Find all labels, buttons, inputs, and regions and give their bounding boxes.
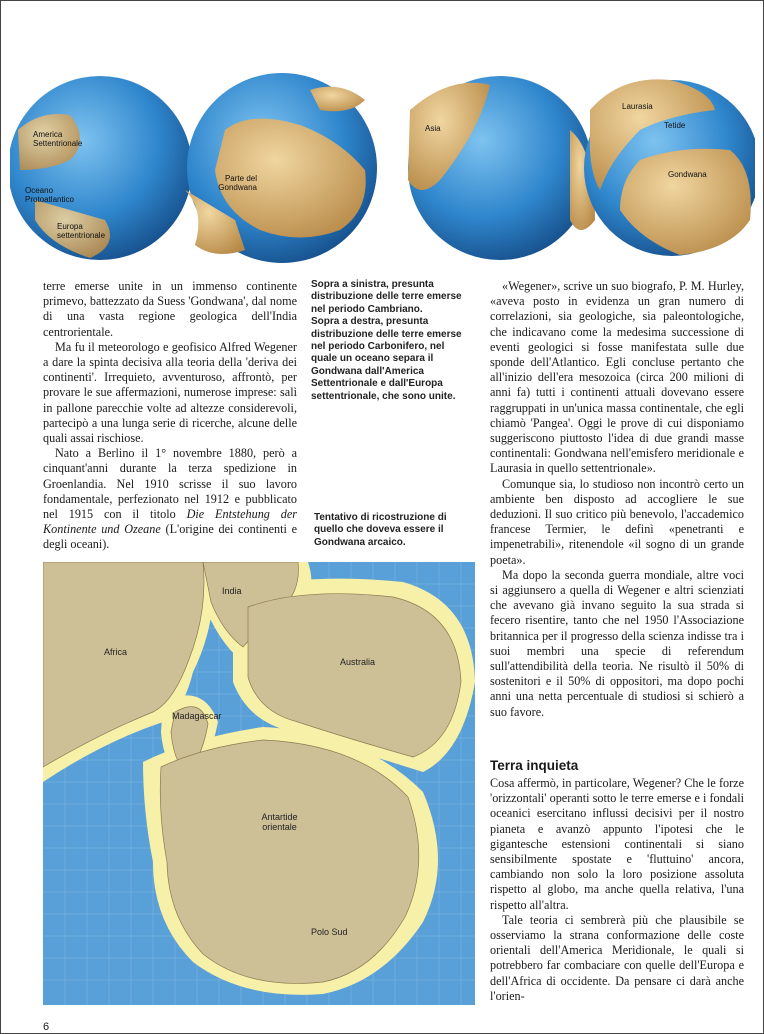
left-paragraph-1: terre emerse unite in un immenso continente primevo, battezzato da Suess 'Gondwana', dal nome di una vasta regione geologica dell'India centrorientale.	[43, 279, 297, 339]
book-title: Die Entstehung der Kontinente und Ozeane	[43, 507, 297, 537]
label-america-settentrionale: America Settentrionale	[33, 130, 83, 148]
globe-cambrian-east	[185, 73, 377, 263]
map-label-africa: Africa	[104, 647, 128, 657]
left-text-column	[43, 279, 297, 553]
label-asia: Asia	[425, 124, 441, 133]
gondwana-map	[43, 562, 475, 1005]
label-gondwana: Gondwana	[668, 170, 707, 179]
map-caption: Tentativo di ricostruzione di quello che doveva essere il Gondwana arcaico.	[314, 512, 447, 548]
right-paragraph-1: «Wegener», scrive un suo biografo, P. M. Hurley, «aveva posto in evidenza un gran numero di correlazioni, sia geologiche, sia paleontologiche, che indicavano come la medesima successione di eventi geologici si fosse manifestata sulle due sponde dell'Atlantico. Egli concluse pertanto che all'inizio dell'era mesozoica (circa 200 milioni di anni fa) tutti i continenti attuali dovevano essere raggruppati in un'unica massa continentale, che egli chiamò 'Pangea'. Oggi le prove di cui disponiamo suggeriscono piuttosto l'idea di due grandi masse continentali: Gondwana nell'emisfero meridionale e Laurasia in quello settentrionale».	[490, 279, 744, 476]
globe-carboniferous-east	[584, 79, 755, 256]
globes-caption	[311, 279, 471, 403]
label-laurasia: Laurasia	[622, 102, 653, 111]
caption-carboniferous: Sopra a destra, presunta distribuzione delle terre emerse nel periodo Carbonifero, nel quale un oceano separa il Gondwana dall'America Settentrionale e dall'Europa settentrionale, che sono unite.	[311, 316, 462, 402]
right-text-column-2	[490, 776, 744, 1004]
right-paragraph-4: Cosa affermò, in particolare, Wegener? Che le forze 'orizzontali' operanti sotto le terre emerse e i fondali oceanici esercitano influssi decisivi per il nostro pianeta e avanzò appunto l'ipotesi che le gigantesche estensioni continentali si siano sensibilmente spostate e 'fluttuino' ancora, cambiando non solo la loro posizione assoluta rispetto al globo, ma anche quella relativa, l'una rispetto all'altra.	[490, 776, 744, 912]
section-heading: Terra inquieta	[490, 758, 579, 773]
map-label-australia: Australia	[340, 657, 376, 667]
caption-cambrian: Sopra a sinistra, presunta distribuzione delle terre emerse nel periodo Cambriano.	[311, 279, 462, 315]
map-label-antartide: Antartide orientale	[261, 812, 298, 832]
label-oceano-protoatlantico: Oceano Protoatlantico	[25, 186, 74, 204]
label-europa-settentrionale: Europa settentrionale	[57, 222, 106, 240]
label-tetide: Tetide	[664, 121, 686, 130]
globe-carboniferous-west	[408, 76, 595, 260]
right-paragraph-5: Tale teoria ci sembrerà più che plausibile se osserviamo la strana conformazione delle coste orientali dell'America Meridionale, le quali si potrebbero far combaciare con quelle dell'Europa e dell'Africa di occidente. Da pensare ci darà anche l'orien-	[490, 912, 744, 1003]
left-paragraph-2: Ma fu il meteorologo e geofisico Alfred Wegener a dare la spinta decisiva alla teoria della 'deriva dei continenti'. Irrequieto, avventuroso, affrontò, per provare le sue affermazioni, numerose imprese: salì in pallone parecchie volte ad altezze considerevoli, partecipò a una lunga serie di ricerche, alcune delle quali assai rischiose.	[43, 339, 297, 446]
map-label-polo-sud: Polo Sud	[311, 927, 348, 937]
right-text-column	[490, 279, 744, 720]
right-paragraph-2: Comunque sia, lo studioso non incontrò certo un ambiente ben disposto ad accogliere le sue deduzioni. Il suo critico più benevolo, l'accademico francese Termier, le definì «penetranti e impenetrabili», ritenendole «il sogno di un grande poeta».	[490, 476, 744, 567]
right-paragraph-3: Ma dopo la seconda guerra mondiale, altre voci si aggiunsero a quella di Wegener e altri scienziati che avevano già invano seguito la sua strada si fecero risentire, tanto che nel 1950 l'Associazione britannica per il progresso della scienza indisse tra i suoi membri una specie di referendum sull'attendibilità della teoria. Ne risultò il 50% di sostenitori e il 50% di oppositori, ma dopo pochi anni una netta percentuale di studiosi si schierò a suo favore.	[490, 567, 744, 719]
map-label-india: India	[222, 586, 242, 596]
map-label-madagascar: Madagascar	[172, 711, 222, 721]
globes-illustration	[10, 70, 755, 270]
page-number: 6	[43, 1021, 50, 1033]
left-paragraph-3: Nato a Berlino il 1° novembre 1880, però a cinquant'anni durante la terza spedizione in Groenlandia. Nel 1910 scrisse il suo lavoro fondamentale, perfezionato nel 1912 e pubblicato nel 1915 con il titolo Die Entstehung der Kontinente und Ozeane (L'origine dei continenti e degli oceani).	[43, 446, 297, 552]
label-parte-del-gondwana: Parte del Gondwana	[218, 174, 257, 192]
